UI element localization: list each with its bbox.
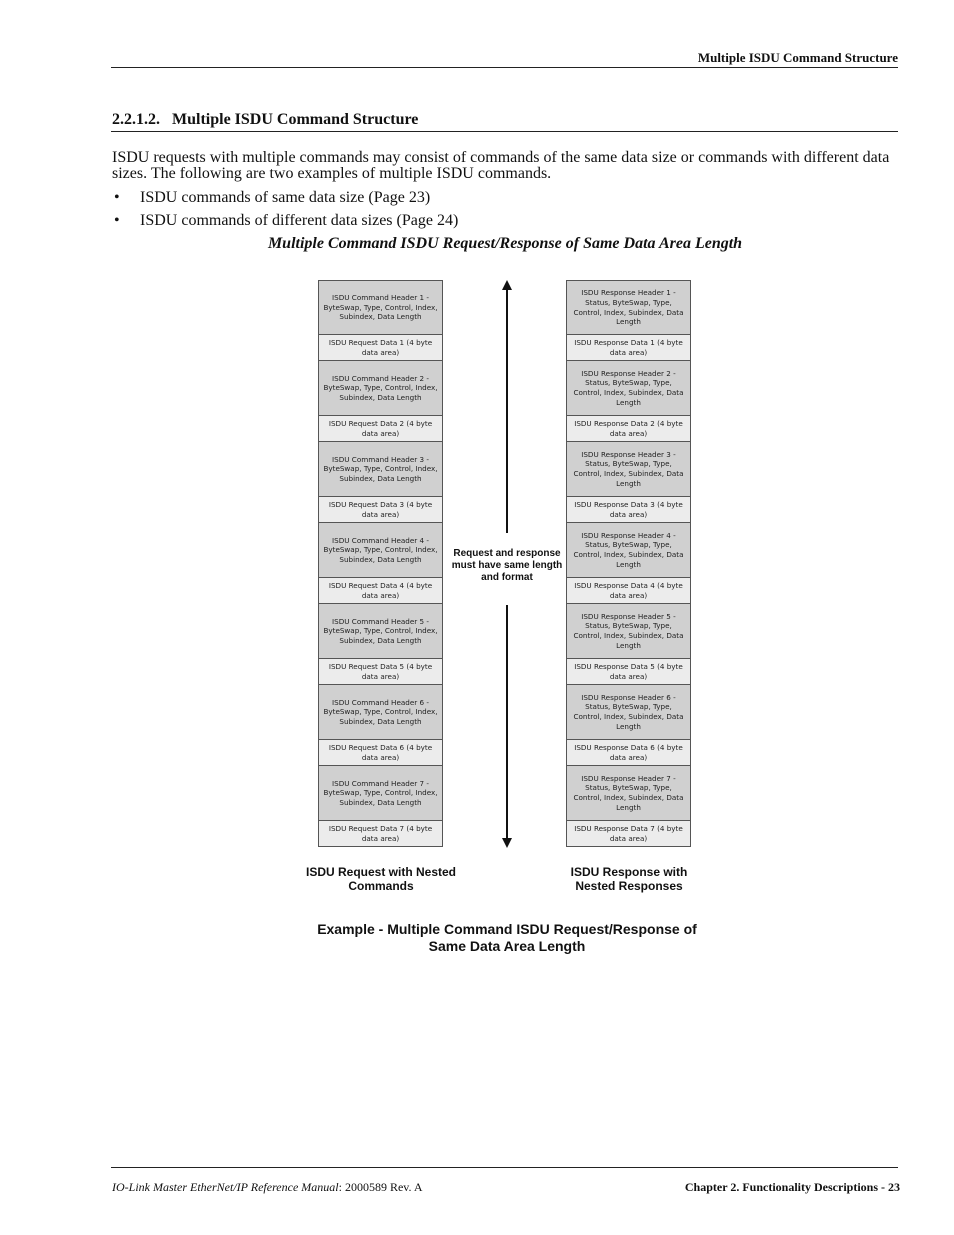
bullet-item xyxy=(112,189,458,212)
response-data-block: ISDU Response Data 2 (4 byte data area) xyxy=(566,416,691,442)
response-header-block: ISDU Response Header 6 - Status, ByteSwap, Type, Control, Index, Subindex, Data Length xyxy=(566,685,691,740)
center-note: Request and response must have same length and format xyxy=(451,548,563,583)
footer-manual xyxy=(112,1180,423,1195)
request-header-block: ISDU Command Header 6 - ByteSwap, Type, Control, Index, Subindex, Data Length xyxy=(318,685,443,740)
bullet-list xyxy=(112,189,458,235)
request-stack xyxy=(318,280,443,847)
response-header-block: ISDU Response Header 1 - Status, ByteSwap, Type, Control, Index, Subindex, Data Length xyxy=(566,280,691,335)
bullet-item xyxy=(112,212,458,235)
bullet-icon: • xyxy=(114,212,120,229)
request-header-block: ISDU Command Header 1 - ByteSwap, Type, Control, Index, Subindex, Data Length xyxy=(318,280,443,335)
request-data-block: ISDU Request Data 5 (4 byte data area) xyxy=(318,659,443,685)
footer-rule xyxy=(111,1167,898,1168)
footer-manual-title: IO-Link Master EtherNet/IP Reference Manual xyxy=(112,1180,339,1194)
running-header: Multiple ISDU Command Structure xyxy=(697,50,898,65)
intro-paragraph: ISDU requests with multiple commands may consist of commands of the same data size or commands with different data sizes. The following are two examples of multiple ISDU commands. xyxy=(112,149,890,182)
request-data-block: ISDU Request Data 4 (4 byte data area) xyxy=(318,578,443,604)
response-header-block: ISDU Response Header 4 - Status, ByteSwap, Type, Control, Index, Subindex, Data Length xyxy=(566,523,691,578)
request-header-block: ISDU Command Header 5 - ByteSwap, Type, Control, Index, Subindex, Data Length xyxy=(318,604,443,659)
response-header-block: ISDU Response Header 7 - Status, ByteSwap, Type, Control, Index, Subindex, Data Length xyxy=(566,766,691,821)
arrow-shaft-bottom xyxy=(506,605,508,839)
bullet-text: ISDU commands of same data size (Page 23) xyxy=(140,189,431,206)
response-data-block: ISDU Response Data 3 (4 byte data area) xyxy=(566,497,691,523)
response-data-block: ISDU Response Data 1 (4 byte data area) xyxy=(566,335,691,361)
bullet-icon: • xyxy=(114,189,120,206)
section-number: 2.2.1.2. xyxy=(112,111,160,128)
request-data-block: ISDU Request Data 1 (4 byte data area) xyxy=(318,335,443,361)
section-heading xyxy=(112,111,418,129)
response-stack xyxy=(566,280,691,847)
response-data-block: ISDU Response Data 5 (4 byte data area) xyxy=(566,659,691,685)
request-caption: ISDU Request with Nested Commands xyxy=(305,865,457,893)
response-data-block: ISDU Response Data 4 (4 byte data area) xyxy=(566,578,691,604)
example-caption: Example - Multiple Command ISDU Request/Response of Same Data Area Length xyxy=(317,921,697,954)
response-header-block: ISDU Response Header 2 - Status, ByteSwap, Type, Control, Index, Subindex, Data Length xyxy=(566,361,691,416)
request-data-block: ISDU Request Data 7 (4 byte data area) xyxy=(318,821,443,847)
response-data-block: ISDU Response Data 6 (4 byte data area) xyxy=(566,740,691,766)
request-data-block: ISDU Request Data 2 (4 byte data area) xyxy=(318,416,443,442)
request-header-block: ISDU Command Header 3 - ByteSwap, Type, Control, Index, Subindex, Data Length xyxy=(318,442,443,497)
response-caption: ISDU Response with Nested Responses xyxy=(570,865,688,893)
footer-chapter: Chapter 2. Functionality Descriptions - 23 xyxy=(684,1180,900,1194)
response-data-block: ISDU Response Data 7 (4 byte data area) xyxy=(566,821,691,847)
figure-caption: Multiple Command ISDU Request/Response of Same Data Area Length xyxy=(267,235,743,252)
request-data-block: ISDU Request Data 6 (4 byte data area) xyxy=(318,740,443,766)
request-header-block: ISDU Command Header 4 - ByteSwap, Type, Control, Index, Subindex, Data Length xyxy=(318,523,443,578)
footer-doc-number: : 2000589 Rev. A xyxy=(338,1180,423,1194)
section-rule xyxy=(111,131,898,132)
request-header-block: ISDU Command Header 7 - ByteSwap, Type, Control, Index, Subindex, Data Length xyxy=(318,766,443,821)
bullet-text: ISDU commands of different data sizes (Page 24) xyxy=(140,212,459,229)
response-header-block: ISDU Response Header 5 - Status, ByteSwap, Type, Control, Index, Subindex, Data Length xyxy=(566,604,691,659)
arrow-shaft-top xyxy=(506,289,508,533)
header-rule xyxy=(111,67,898,68)
response-header-block: ISDU Response Header 3 - Status, ByteSwap, Type, Control, Index, Subindex, Data Length xyxy=(566,442,691,497)
arrow-down-icon xyxy=(502,838,512,848)
request-data-block: ISDU Request Data 3 (4 byte data area) xyxy=(318,497,443,523)
section-title: Multiple ISDU Command Structure xyxy=(172,111,419,128)
request-header-block: ISDU Command Header 2 - ByteSwap, Type, Control, Index, Subindex, Data Length xyxy=(318,361,443,416)
